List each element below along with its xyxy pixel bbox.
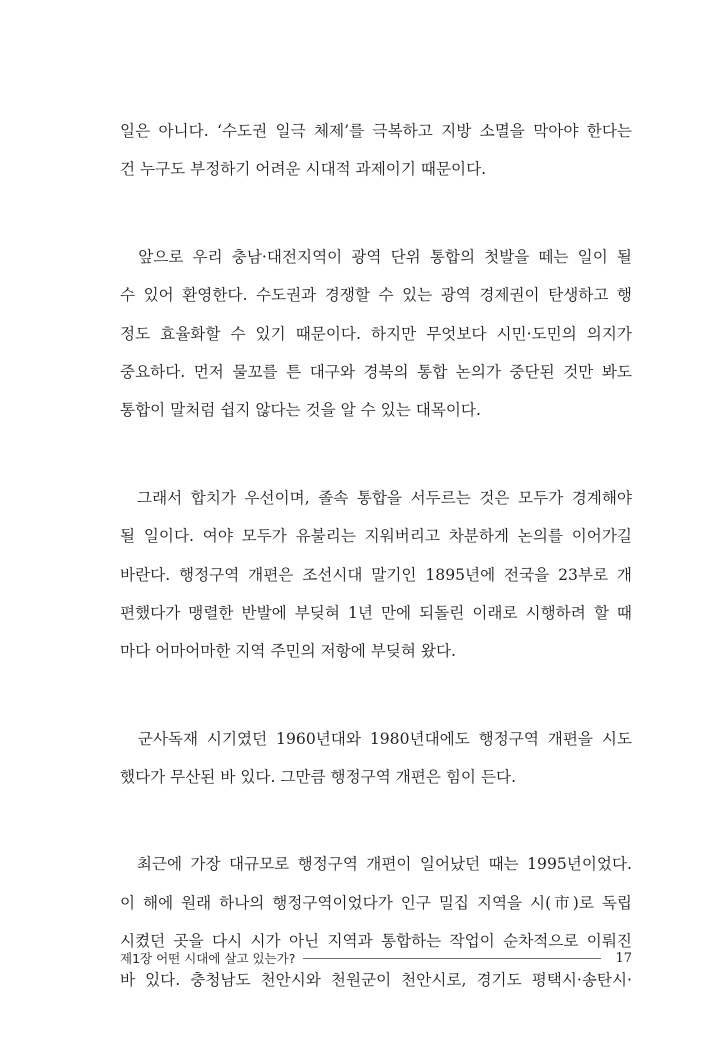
page-footer (120, 948, 632, 968)
paragraph-4 (120, 720, 632, 797)
text-line: 건 누구도 부정하기 어려운 시대적 과제이기 때문이다. (120, 160, 487, 179)
text-line: 정도 효율화할 수 있기 때문이다. 하지만 무엇보다 시민·도민의 의지가 (120, 324, 632, 343)
running-footer-chapter-title: 제1장 어떤 시대에 살고 있는가? (120, 951, 296, 966)
text-line: 바란다. 행정구역 개편은 조선시대 말기인 1895년에 전국을 23부로 개 (120, 565, 632, 584)
text-line: 시켰던 곳을 다시 시가 아닌 지역과 통합하는 작업이 순차적으로 이뤄진 (120, 932, 632, 951)
paragraph-2 (120, 238, 632, 430)
text-line: 편했다가 맹렬한 반발에 부딪혀 1년 만에 되돌린 이래로 시행하려 할 때 (120, 603, 632, 622)
text-line: 최근에 가장 대규모로 행정구역 개편이 일어났던 때는 1995년이었다. (120, 855, 632, 874)
text-line: 될 일이다. 여야 모두가 유불리는 지워버리고 차분하게 논의를 이어가길 (120, 527, 632, 546)
text-line: 했다가 무산된 바 있다. 그만큼 행정구역 개편은 힘이 든다. (120, 768, 517, 787)
text-line: 바 있다. 충청남도 천안시와 천원군이 천안시로, 경기도 평택시·송탄시· (120, 970, 632, 989)
footer-divider (303, 958, 601, 959)
text-line: 마다 어마어마한 지역 주민의 저항에 부딪혀 왔다. (120, 642, 456, 661)
page-number: 17 (615, 950, 632, 966)
body-text (120, 112, 632, 1048)
paragraph-1 (120, 112, 632, 189)
text-line: 앞으로 우리 충남·대전지역이 광역 단위 통합의 첫발을 떼는 일이 될 (120, 247, 632, 266)
text-line: 군사독재 시기였던 1960년대와 1980년대에도 행정구역 개편을 시도 (120, 729, 632, 748)
text-line: 중요하다. 먼저 물꼬를 튼 대구와 경북의 통합 논의가 중단된 것만 봐도 (120, 362, 632, 381)
text-line: 수 있어 환영한다. 수도권과 경쟁할 수 있는 광역 경제권이 탄생하고 행 (120, 286, 632, 305)
text-line: 이 해에 원래 하나의 행정구역이었다가 인구 밀집 지역을 시(市)로 독립 (120, 893, 632, 912)
text-line: 일은 아니다. ‘수도권 일극 체제’를 극복하고 지방 소멸을 막아야 한다는 (120, 122, 632, 140)
paragraph-3 (120, 479, 632, 671)
paragraph-5 (120, 845, 632, 999)
text-line: 통합이 말처럼 쉽지 않다는 것을 알 수 있는 대목이다. (120, 401, 481, 420)
text-line: 그래서 합치가 우선이며, 졸속 통합을 서두르는 것은 모두가 경계해야 (120, 488, 632, 507)
